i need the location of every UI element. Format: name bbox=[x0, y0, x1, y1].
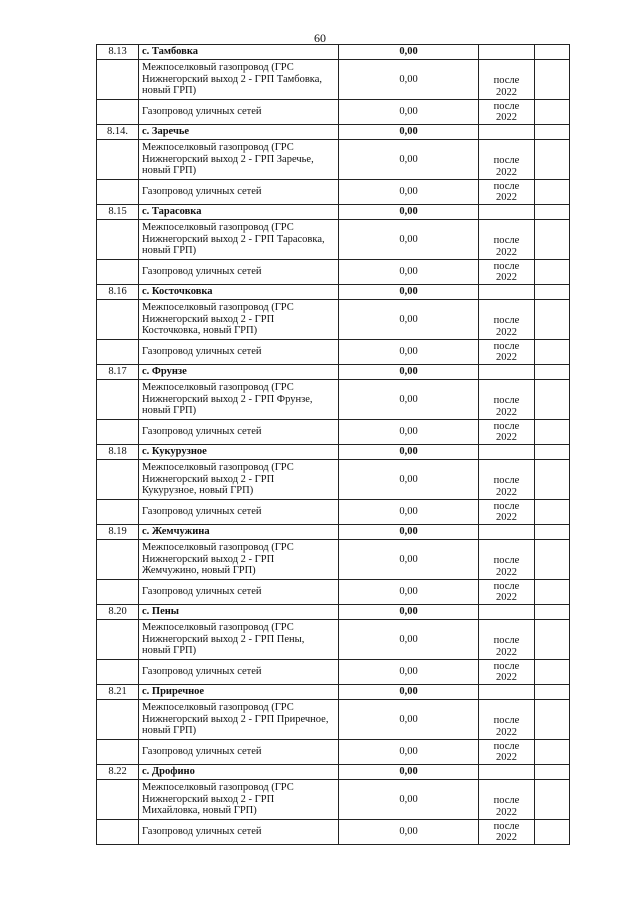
term-line: после bbox=[493, 660, 520, 672]
term-line: после bbox=[493, 820, 520, 832]
table-row bbox=[97, 580, 570, 605]
pipeline-description bbox=[139, 460, 339, 500]
table-row bbox=[97, 140, 570, 180]
term-line: 2022 bbox=[496, 512, 517, 523]
description-line: Нижнегорский выход 2 - ГРП bbox=[142, 313, 275, 325]
table-row bbox=[97, 420, 570, 445]
gas-pipeline-table bbox=[96, 44, 570, 845]
number-cell-empty bbox=[97, 460, 139, 500]
street-network-name: Газопровод уличных сетей bbox=[139, 260, 339, 285]
term-cell-empty bbox=[479, 605, 535, 620]
term-cell-empty bbox=[479, 205, 535, 220]
number-cell-empty bbox=[97, 660, 139, 685]
extra-cell-empty bbox=[535, 620, 570, 660]
item-number: 8.19 bbox=[97, 525, 139, 540]
extra-cell-empty bbox=[535, 765, 570, 780]
table-row bbox=[97, 740, 570, 765]
village-value: 0,00 bbox=[339, 365, 479, 380]
extra-cell-empty bbox=[535, 525, 570, 540]
pipeline-value: 0,00 bbox=[339, 220, 479, 260]
term-line: 2022 bbox=[496, 406, 517, 418]
description-line: Нижнегорский выход 2 - ГРП Заречье, bbox=[142, 153, 314, 165]
term-line: после bbox=[493, 155, 520, 166]
section-row bbox=[97, 605, 570, 620]
pipeline-term bbox=[479, 220, 535, 260]
table-row bbox=[97, 260, 570, 285]
pipeline-value: 0,00 bbox=[339, 60, 479, 100]
extra-cell-empty bbox=[535, 420, 570, 445]
number-cell-empty bbox=[97, 260, 139, 285]
pipeline-description bbox=[139, 780, 339, 820]
extra-cell-empty bbox=[535, 285, 570, 300]
description-line: Нижнегорский выход 2 - ГРП Приречное, bbox=[142, 713, 329, 725]
term-line: после bbox=[493, 260, 520, 272]
term-line: после bbox=[493, 395, 520, 406]
pipeline-value: 0,00 bbox=[339, 460, 479, 500]
pipeline-description bbox=[139, 220, 339, 260]
street-network-name: Газопровод уличных сетей bbox=[139, 180, 339, 205]
table-row bbox=[97, 300, 570, 340]
description-line: новый ГРП) bbox=[142, 85, 197, 97]
extra-cell-empty bbox=[535, 125, 570, 140]
pipeline-term bbox=[479, 300, 535, 340]
pipeline-description bbox=[139, 380, 339, 420]
street-network-name: Газопровод уличных сетей bbox=[139, 580, 339, 605]
street-network-value: 0,00 bbox=[339, 660, 479, 685]
pipeline-value: 0,00 bbox=[339, 780, 479, 820]
item-number: 8.20 bbox=[97, 605, 139, 620]
number-cell-empty bbox=[97, 820, 139, 845]
term-cell-empty bbox=[479, 285, 535, 300]
description-line: Жемчужино, новый ГРП) bbox=[142, 565, 256, 577]
pipeline-term bbox=[479, 540, 535, 580]
item-number: 8.16 bbox=[97, 285, 139, 300]
street-network-name: Газопровод уличных сетей bbox=[139, 660, 339, 685]
table-row bbox=[97, 820, 570, 845]
number-cell-empty bbox=[97, 580, 139, 605]
number-cell-empty bbox=[97, 300, 139, 340]
village-name: с. Фрунзе bbox=[139, 365, 339, 380]
term-line: 2022 bbox=[496, 326, 517, 338]
term-line: 2022 bbox=[496, 246, 517, 258]
term-line: 2022 bbox=[496, 806, 517, 818]
village-name: с. Тамбовка bbox=[139, 45, 339, 60]
extra-cell-empty bbox=[535, 780, 570, 820]
term-cell-empty bbox=[479, 685, 535, 700]
term-line: после bbox=[493, 475, 520, 486]
village-name: с. Кукурузное bbox=[139, 445, 339, 460]
number-cell-empty bbox=[97, 620, 139, 660]
term-line: после bbox=[493, 340, 520, 352]
extra-cell-empty bbox=[535, 340, 570, 365]
extra-cell-empty bbox=[535, 685, 570, 700]
street-network-value: 0,00 bbox=[339, 340, 479, 365]
term-line: 2022 bbox=[496, 166, 517, 178]
term-line: 2022 bbox=[496, 352, 517, 363]
street-network-name: Газопровод уличных сетей bbox=[139, 100, 339, 125]
section-row bbox=[97, 685, 570, 700]
extra-cell-empty bbox=[535, 60, 570, 100]
village-value: 0,00 bbox=[339, 605, 479, 620]
village-name: с. Дрофино bbox=[139, 765, 339, 780]
table-body bbox=[97, 45, 570, 845]
description-line: Межпоселковый газопровод (ГРС bbox=[142, 62, 294, 74]
term-line: 2022 bbox=[496, 672, 517, 683]
section-row bbox=[97, 45, 570, 60]
item-number: 8.14. bbox=[97, 125, 139, 140]
term-line: 2022 bbox=[496, 272, 517, 283]
description-line: Нижнегорский выход 2 - ГРП bbox=[142, 473, 275, 485]
pipeline-value: 0,00 bbox=[339, 620, 479, 660]
term-line: после bbox=[493, 420, 520, 432]
table-row bbox=[97, 700, 570, 740]
description-line: Нижнегорский выход 2 - ГРП bbox=[142, 793, 275, 805]
pipeline-value: 0,00 bbox=[339, 300, 479, 340]
term-cell-empty bbox=[479, 525, 535, 540]
term-line: 2022 bbox=[496, 566, 517, 578]
village-value: 0,00 bbox=[339, 525, 479, 540]
term-line: 2022 bbox=[496, 432, 517, 443]
village-value: 0,00 bbox=[339, 445, 479, 460]
street-network-value: 0,00 bbox=[339, 580, 479, 605]
extra-cell-empty bbox=[535, 580, 570, 605]
table-row bbox=[97, 340, 570, 365]
street-network-term bbox=[479, 740, 535, 765]
description-line: Косточковка, новый ГРП) bbox=[142, 325, 258, 337]
number-cell-empty bbox=[97, 740, 139, 765]
extra-cell-empty bbox=[535, 540, 570, 580]
description-line: Межпоселковый газопровод (ГРС bbox=[142, 382, 294, 394]
section-row bbox=[97, 365, 570, 380]
item-number: 8.21 bbox=[97, 685, 139, 700]
table-row bbox=[97, 780, 570, 820]
description-line: Нижнегорский выход 2 - ГРП bbox=[142, 553, 275, 565]
table-row bbox=[97, 380, 570, 420]
extra-cell-empty bbox=[535, 380, 570, 420]
term-line: после bbox=[493, 740, 520, 752]
pipeline-term bbox=[479, 620, 535, 660]
number-cell-empty bbox=[97, 700, 139, 740]
street-network-name: Газопровод уличных сетей bbox=[139, 820, 339, 845]
description-line: Кукурузное, новый ГРП) bbox=[142, 485, 254, 497]
description-line: новый ГРП) bbox=[142, 405, 197, 417]
extra-cell-empty bbox=[535, 220, 570, 260]
village-value: 0,00 bbox=[339, 125, 479, 140]
village-value: 0,00 bbox=[339, 765, 479, 780]
description-line: Нижнегорский выход 2 - ГРП Тамбовка, bbox=[142, 73, 323, 85]
street-network-term bbox=[479, 420, 535, 445]
table-row bbox=[97, 180, 570, 205]
description-line: Межпоселковый газопровод (ГРС bbox=[142, 702, 294, 714]
item-number: 8.17 bbox=[97, 365, 139, 380]
term-line: после bbox=[493, 500, 520, 512]
extra-cell-empty bbox=[535, 445, 570, 460]
table-row bbox=[97, 460, 570, 500]
village-name: с. Приречное bbox=[139, 685, 339, 700]
table-row bbox=[97, 500, 570, 525]
term-line: 2022 bbox=[496, 112, 517, 123]
extra-cell-empty bbox=[535, 660, 570, 685]
term-line: после bbox=[493, 100, 520, 112]
street-network-value: 0,00 bbox=[339, 820, 479, 845]
term-line: после bbox=[493, 635, 520, 646]
number-cell-empty bbox=[97, 380, 139, 420]
term-line: 2022 bbox=[496, 832, 517, 843]
street-network-term bbox=[479, 660, 535, 685]
term-line: после bbox=[493, 235, 520, 246]
term-line: 2022 bbox=[496, 192, 517, 203]
term-line: 2022 bbox=[496, 752, 517, 763]
term-line: 2022 bbox=[496, 646, 517, 658]
pipeline-value: 0,00 bbox=[339, 140, 479, 180]
village-value: 0,00 bbox=[339, 685, 479, 700]
section-row bbox=[97, 125, 570, 140]
number-cell-empty bbox=[97, 180, 139, 205]
pipeline-term bbox=[479, 380, 535, 420]
pipeline-term bbox=[479, 460, 535, 500]
village-value: 0,00 bbox=[339, 205, 479, 220]
street-network-value: 0,00 bbox=[339, 740, 479, 765]
extra-cell-empty bbox=[535, 140, 570, 180]
section-row bbox=[97, 285, 570, 300]
term-line: после bbox=[493, 795, 520, 806]
pipeline-description bbox=[139, 60, 339, 100]
description-line: Межпоселковый газопровод (ГРС bbox=[142, 142, 294, 154]
number-cell-empty bbox=[97, 60, 139, 100]
term-cell-empty bbox=[479, 765, 535, 780]
table-row bbox=[97, 660, 570, 685]
extra-cell-empty bbox=[535, 100, 570, 125]
village-value: 0,00 bbox=[339, 285, 479, 300]
term-line: 2022 bbox=[496, 592, 517, 603]
street-network-value: 0,00 bbox=[339, 260, 479, 285]
street-network-value: 0,00 bbox=[339, 100, 479, 125]
street-network-term bbox=[479, 500, 535, 525]
table-row bbox=[97, 540, 570, 580]
pipeline-description bbox=[139, 620, 339, 660]
page-number: 60 bbox=[314, 31, 326, 45]
term-line: после bbox=[493, 180, 520, 192]
item-number: 8.13 bbox=[97, 45, 139, 60]
number-cell-empty bbox=[97, 140, 139, 180]
item-number: 8.15 bbox=[97, 205, 139, 220]
street-network-value: 0,00 bbox=[339, 420, 479, 445]
street-network-value: 0,00 bbox=[339, 500, 479, 525]
street-network-term bbox=[479, 580, 535, 605]
table-row bbox=[97, 620, 570, 660]
section-row bbox=[97, 445, 570, 460]
table-row bbox=[97, 220, 570, 260]
term-line: 2022 bbox=[496, 86, 517, 98]
term-cell-empty bbox=[479, 365, 535, 380]
extra-cell-empty bbox=[535, 700, 570, 740]
term-cell-empty bbox=[479, 125, 535, 140]
street-network-value: 0,00 bbox=[339, 180, 479, 205]
street-network-name: Газопровод уличных сетей bbox=[139, 740, 339, 765]
description-line: Нижнегорский выход 2 - ГРП Тарасовка, bbox=[142, 233, 325, 245]
description-line: новый ГРП) bbox=[142, 645, 197, 657]
section-row bbox=[97, 765, 570, 780]
term-line: после bbox=[493, 555, 520, 566]
description-line: Межпоселковый газопровод (ГРС bbox=[142, 542, 294, 554]
pipeline-term bbox=[479, 140, 535, 180]
street-network-term bbox=[479, 820, 535, 845]
pipeline-term bbox=[479, 60, 535, 100]
table-row bbox=[97, 100, 570, 125]
term-line: 2022 bbox=[496, 486, 517, 498]
extra-cell-empty bbox=[535, 45, 570, 60]
number-cell-empty bbox=[97, 100, 139, 125]
extra-cell-empty bbox=[535, 820, 570, 845]
term-line: после bbox=[493, 315, 520, 326]
village-name: с. Косточковка bbox=[139, 285, 339, 300]
street-network-name: Газопровод уличных сетей bbox=[139, 340, 339, 365]
pipeline-term bbox=[479, 700, 535, 740]
village-name: с. Заречье bbox=[139, 125, 339, 140]
item-number: 8.18 bbox=[97, 445, 139, 460]
item-number: 8.22 bbox=[97, 765, 139, 780]
description-line: новый ГРП) bbox=[142, 245, 197, 257]
pipeline-value: 0,00 bbox=[339, 380, 479, 420]
section-row bbox=[97, 205, 570, 220]
description-line: Межпоселковый газопровод (ГРС bbox=[142, 462, 294, 474]
street-network-term bbox=[479, 260, 535, 285]
extra-cell-empty bbox=[535, 605, 570, 620]
street-network-term bbox=[479, 340, 535, 365]
extra-cell-empty bbox=[535, 180, 570, 205]
number-cell-empty bbox=[97, 340, 139, 365]
number-cell-empty bbox=[97, 420, 139, 445]
pipeline-term bbox=[479, 780, 535, 820]
description-line: Межпоселковый газопровод (ГРС bbox=[142, 782, 294, 794]
extra-cell-empty bbox=[535, 260, 570, 285]
street-network-name: Газопровод уличных сетей bbox=[139, 500, 339, 525]
pipeline-description bbox=[139, 300, 339, 340]
section-row bbox=[97, 525, 570, 540]
extra-cell-empty bbox=[535, 300, 570, 340]
description-line: Михайловка, новый ГРП) bbox=[142, 805, 257, 817]
number-cell-empty bbox=[97, 780, 139, 820]
term-cell-empty bbox=[479, 45, 535, 60]
term-line: после bbox=[493, 580, 520, 592]
village-name: с. Жемчужина bbox=[139, 525, 339, 540]
street-network-term bbox=[479, 180, 535, 205]
extra-cell-empty bbox=[535, 740, 570, 765]
extra-cell-empty bbox=[535, 500, 570, 525]
street-network-term bbox=[479, 100, 535, 125]
description-line: новый ГРП) bbox=[142, 725, 197, 737]
number-cell-empty bbox=[97, 540, 139, 580]
description-line: Нижнегорский выход 2 - ГРП Пены, bbox=[142, 633, 305, 645]
term-line: после bbox=[493, 715, 520, 726]
number-cell-empty bbox=[97, 220, 139, 260]
pipeline-description bbox=[139, 700, 339, 740]
village-name: с. Тарасовка bbox=[139, 205, 339, 220]
extra-cell-empty bbox=[535, 365, 570, 380]
description-line: Нижнегорский выход 2 - ГРП Фрунзе, bbox=[142, 393, 313, 405]
table-row bbox=[97, 60, 570, 100]
number-cell-empty bbox=[97, 500, 139, 525]
pipeline-description bbox=[139, 140, 339, 180]
pipeline-value: 0,00 bbox=[339, 540, 479, 580]
street-network-name: Газопровод уличных сетей bbox=[139, 420, 339, 445]
term-line: 2022 bbox=[496, 726, 517, 738]
extra-cell-empty bbox=[535, 460, 570, 500]
term-cell-empty bbox=[479, 445, 535, 460]
description-line: Межпоселковый газопровод (ГРС bbox=[142, 622, 294, 634]
description-line: Межпоселковый газопровод (ГРС bbox=[142, 222, 294, 234]
pipeline-description bbox=[139, 540, 339, 580]
extra-cell-empty bbox=[535, 205, 570, 220]
description-line: новый ГРП) bbox=[142, 165, 197, 177]
term-line: после bbox=[493, 75, 520, 86]
description-line: Межпоселковый газопровод (ГРС bbox=[142, 302, 294, 314]
pipeline-value: 0,00 bbox=[339, 700, 479, 740]
village-name: с. Пены bbox=[139, 605, 339, 620]
village-value: 0,00 bbox=[339, 45, 479, 60]
